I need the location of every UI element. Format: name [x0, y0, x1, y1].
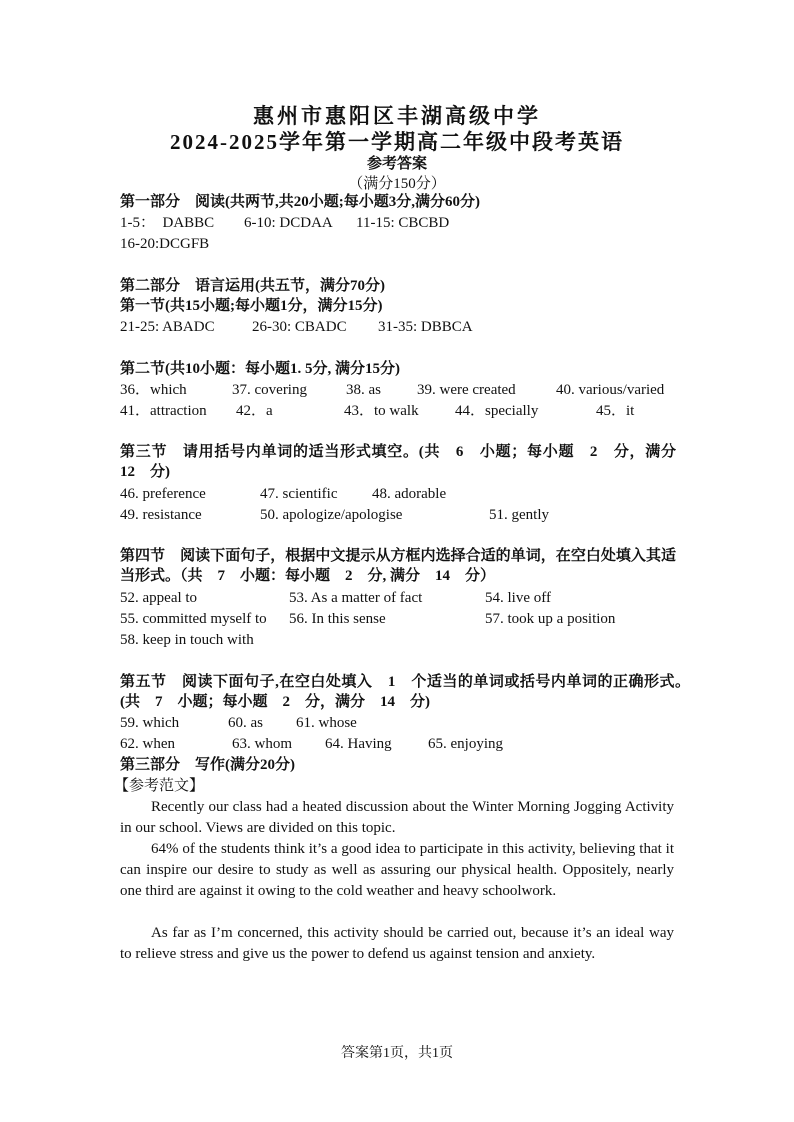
answer-item: 65. enjoying	[428, 736, 503, 752]
answer-item: 61. whose	[296, 715, 357, 731]
sample-essay-label: 【参考范文】	[114, 778, 205, 794]
answer-item: 6-10: DCDAA	[244, 215, 333, 231]
school-name: 惠州市惠阳区丰湖高级中学	[253, 104, 541, 128]
part1-heading: 第一部分 阅读(共两节,共20小题;每小题3分,满分60分)	[120, 194, 480, 210]
answer-item: 47. scientific	[260, 486, 338, 502]
answer-item: 40. various/varied	[556, 382, 665, 398]
answer-item: 59. which	[120, 715, 180, 731]
part3-heading: 第三部分 写作(满分20分)	[120, 757, 295, 773]
answer-item: 46. preference	[120, 486, 206, 502]
essay-paragraph: As far as I’m concerned, this activity should be carried out, because it’s an ideal way to relieve stress and give us the power to defend us against tension and anxiety.	[120, 925, 674, 962]
answer-item: 36．which	[120, 382, 187, 398]
answer-item: 31-35: DBBCA	[378, 319, 473, 335]
answer-item: 43．to walk	[344, 403, 419, 419]
section5-heading: 第五节 阅读下面句子,在空白处填入 1 个适当的单词或括号内单词的正确形式。(共 7 小题；每小题 2 分，满分 14 分)	[120, 674, 690, 710]
answer-item: 26-30: CBADC	[252, 319, 347, 335]
section1-heading: 第一节(共15小题;每小题1分，满分15分)	[120, 298, 383, 314]
part2-heading: 第二部分 语言运用(共五节，满分70分)	[120, 278, 385, 294]
section4-heading: 第四节 阅读下面句子，根据中文提示从方框内选择合适的单词，在空白处填入其适当形式。（共 7 小题：每小题 2 分, 满分 14 分）	[120, 548, 676, 584]
essay-paragraph: Recently our class had a heated discussion about the Winter Morning Jogging Activity in our school. Views are divided on this topic.	[120, 799, 674, 836]
page-footer: 答案第1页，共1页	[341, 1046, 453, 1061]
answer-item: 16-20:DCGFB	[120, 236, 210, 252]
answer-item: 54. live off	[485, 590, 551, 606]
answer-item: 51. gently	[489, 507, 549, 523]
answer-item: 1-5： DABBC	[120, 215, 215, 231]
answer-item: 55. committed myself to	[120, 611, 267, 627]
answer-item: 38. as	[346, 382, 381, 398]
answer-item: 42．a	[236, 403, 273, 419]
answer-title: 参考答案	[366, 156, 427, 172]
full-score: （满分150分）	[348, 176, 446, 192]
section2-heading: 第二节(共10小题：每小题1. 5分, 满分15分)	[120, 361, 400, 377]
answer-item: 11-15: CBCBD	[356, 215, 450, 231]
answer-item: 62. when	[120, 736, 175, 752]
answer-item: 50. apologize/apologise	[260, 507, 403, 523]
answer-item: 60. as	[228, 715, 263, 731]
answer-item: 63. whom	[232, 736, 292, 752]
section3-heading: 第三节 请用括号内单词的适当形式填空。(共 6 小题；每小题 2 分，满分 12 分)	[120, 444, 692, 480]
answer-item: 56. In this sense	[289, 611, 386, 627]
answer-item: 41．attraction	[120, 403, 207, 419]
essay-paragraph: 64% of the students think it’s a good idea to participate in this activity, believing that it can inspire our desire to study as well as assuring our physical health. Oppositely, nearly one third are against it owing to the cold weather and heavy schoolwork.	[120, 841, 674, 899]
answer-item: 58. keep in touch with	[120, 632, 254, 648]
answer-item: 21-25: ABADC	[120, 319, 215, 335]
answer-item: 37. covering	[232, 382, 307, 398]
answer-item: 57. took up a position	[485, 611, 616, 627]
answer-item: 39. were created	[417, 382, 516, 398]
answer-item: 48. adorable	[372, 486, 447, 502]
answer-item: 49. resistance	[120, 507, 202, 523]
answer-item: 64. Having	[325, 736, 392, 752]
exam-title: 2024-2025学年第一学期高二年级中段考英语	[170, 130, 624, 154]
answer-item: 52. appeal to	[120, 590, 198, 606]
answer-item: 44．specially	[455, 403, 539, 419]
answer-item: 45．it	[596, 403, 635, 419]
answer-item: 53. As a matter of fact	[289, 590, 423, 606]
